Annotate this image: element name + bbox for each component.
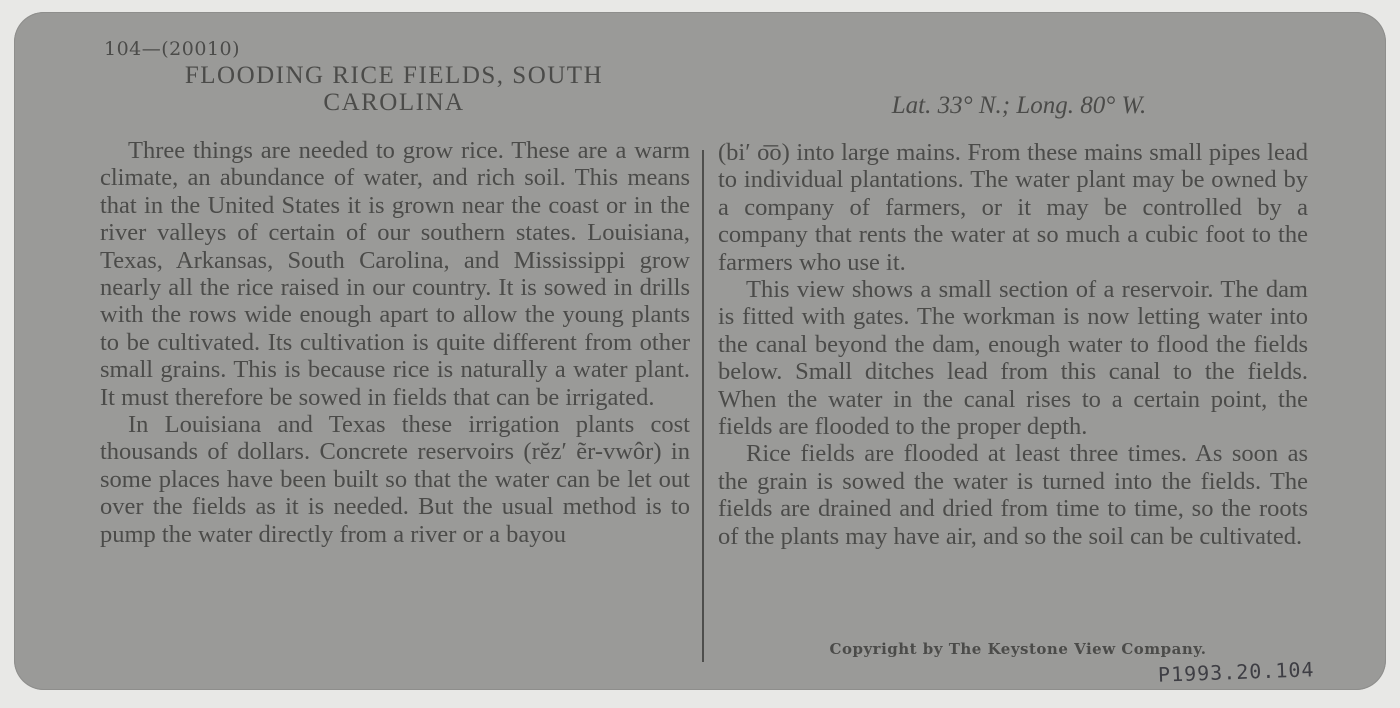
- card-title-line2: CAROLINA: [323, 89, 465, 116]
- right-paragraph-3: Rice fields are flooded at least three times. As soon as the grain is sowed the water is turned into the fields. The fields are drained and dried from time to time, so the roots of the plants may have air, and so the soil can be cultivated.: [718, 440, 1308, 550]
- right-paragraph-2: This view shows a small section of a reservoir. The dam is fitted with gates. The workman is now letting water into the canal beyond the dam, enough water to flood the fields below. Small ditches lead from this canal to the fields. When the water in the canal rises to a certain point, the fields are flooded to the proper depth.: [718, 276, 1308, 441]
- right-paragraph-1: (bi′ o͞o) into large mains. From these mains small pipes lead to individual plantations. The water plant may be owned by a company of farmers, or it may be controlled by a company that rents the water at so much a cubic foot to the farmers who use it.: [718, 139, 1308, 276]
- right-column: [718, 139, 1308, 550]
- accession-number: P1993.20.104: [1157, 657, 1315, 687]
- stereocard-back: [14, 12, 1386, 690]
- left-paragraph-1: Three things are needed to grow rice. These are a warm climate, an abundance of water, and rich soil. This means that in the United States it is grown near the coast or in the river valleys of certain of our southern states. Louisiana, Texas, Arkansas, South Carolina, and Mississippi grow nearly all the rice raised in our country. It is sowed in drills with the rows wide enough apart to allow the young plants to be cultivated. Its cultivation is quite different from other small grains. This is because rice is naturally a water plant. It must therefore be sowed in fields that can be irrigated.: [100, 137, 690, 411]
- card-title-line1: FLOODING RICE FIELDS, SOUTH: [184, 62, 604, 89]
- lat-long: Lat. 33° N.; Long. 80° W.: [891, 92, 1147, 119]
- column-divider: [702, 150, 704, 662]
- card-number: 104—(20010): [104, 38, 241, 60]
- left-column: [100, 137, 690, 548]
- card-title: [114, 62, 674, 116]
- copyright-line: Copyright by The Keystone View Company.: [829, 640, 1207, 658]
- left-paragraph-2: In Louisiana and Texas these irrigation plants cost thousands of dollars. Concrete reservoirs (rĕz′ ẽr-vwôr) in some places have been built so that the water can be let out over the fields as it is needed. But the usual method is to pump the water directly from a river or a bayou: [100, 411, 690, 548]
